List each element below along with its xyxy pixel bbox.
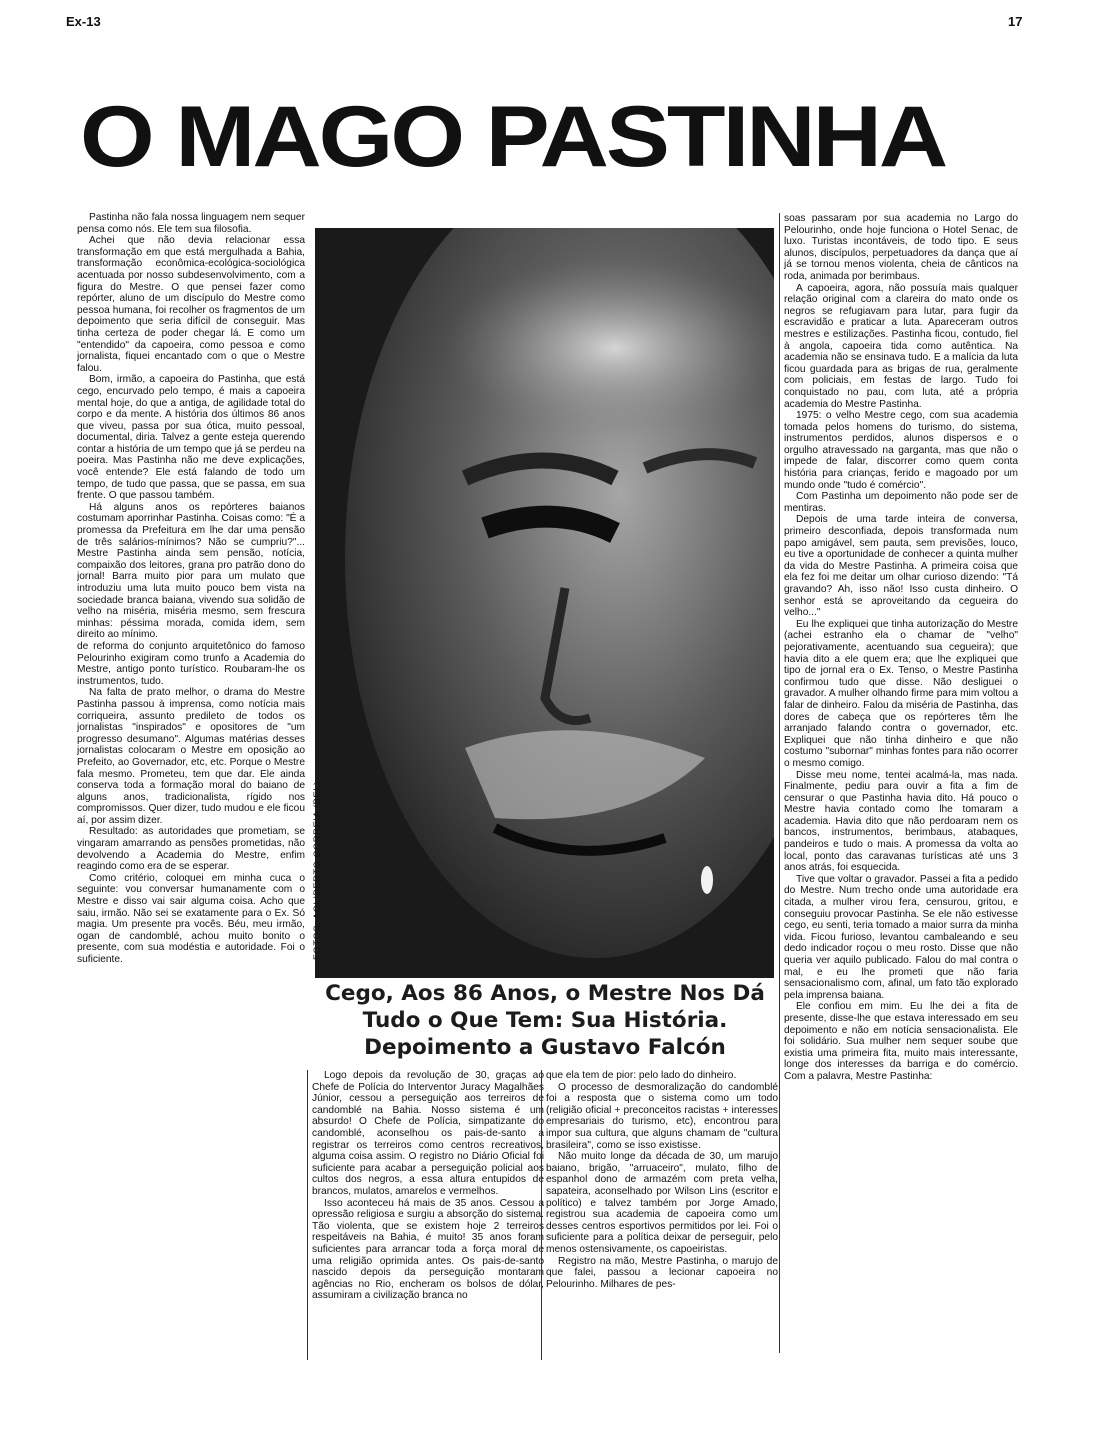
photo-credit: FOTOS: AGLIBERTO CORREIA (BEL) [312,781,323,960]
paragraph: Não muito longe da década de 30, um marujo baiano, brigão, "arruaceiro", mulato, filho de espanhol dono de armazém com preta velha, sapateira, aconselhado por Wilson Lins (escritor e político) e talvez também por Jorge Amado, registrou sua academia de capoeira como um desses centros esportivos permitidos por lei. Foi o suficiente para a política deixar de perseguir, pelo menos ostensivamente, os capoeiristas. [546,1151,778,1255]
portrait-photo [315,228,774,978]
paragraph: A capoeira, agora, não possuía mais qualquer relação original com a clareira do mato onde os negros se refugiavam para lutar, para fugir da escravidão e praticar a luta. Apareceram outros mestres e estilizações. Pastinha ficou, contudo, fiel à angola, capoeira tida como autêntica. Na academia não se ensinava tudo. E a malícia da luta ficou guardada para as brigas de rua, geralmente com policiais, em festas de largo. Tudo foi conquistado no pau, com luta, até a própria academia do Mestre Pastinha. [784,282,1018,410]
paragraph: soas passaram por sua academia no Largo do Pelourinho, onde hoje funciona o Hotel Senac, de luxo. Turistas incontáveis, de todo tipo. E seus alunos, discípulos, perpetuadores da dança que aí já se tornou menos violenta, cheia de cânticos na roda, animada por berimbaus. [784,213,1018,282]
page-section-label: Ex-13 [66,14,101,29]
article-title: O MAGO PASTINHA [80,88,946,185]
page-number: 17 [1008,14,1023,29]
paragraph: Tive que voltar o gravador. Passei a fita a pedido do Mestre. Num trecho onde uma autoridade era citada, a mulher virou fera, censurou, gritou, e conseguiu provocar Pastinha. Se ele não estivesse cego, eu senti, teria tomado a maior surra da minha vida. Ficou furioso, levantou cambaleando e seu dedo indicador roçou o meu rosto. Disse que não queria ver aquilo publicado. Falou do mal contra o mal, e eu lhe prometi que não faria sensacionalismo com, afinal, um fato tão explorado pela imprensa baiana. [784,873,1018,1001]
paragraph: de reforma do conjunto arquitetônico do famoso Pelourinho exigiram como trunfo a Academia do Mestre, antigo ponto turístico. Roubaram-lhe os instrumentos, tudo. [77,640,305,687]
paragraph: Isso aconteceu há mais de 35 anos. Cessou a opressão religiosa e surgiu a absorção do sistema. Tão violenta, que se existem hoje 2 terreiros respeitáveis na Bahia, é muito! 35 anos foram suficientes para arrancar toda a força moral de uma religião oprimida antes. Os pais-de-santo nascido depois da perseguição montaram agências no Rio, encheram os bolsos de dólar, assumiram a civilização branca no [312,1197,544,1302]
paragraph: Ele confiou em mim. Eu lhe dei a fita de presente, disse-lhe que estava interessado em seu depoimento e não em notícia sensacionalista. Ele foi solidário. Sua mulher nem sequer soube que existia uma primeira fita, muito mais interessante, longe dos interesses da barriga e do comércio. Com a palavra, Mestre Pastinha: [784,1001,1018,1082]
photo-caption: Cego, Aos 86 Anos, o Mestre Nos Dá Tudo o Que Tem: Sua História. Depoimento a Gustavo Falcón [325,981,765,1060]
paragraph: Achei que não devia relacionar essa transformação em que está mergulhada a Bahia, transformação econômica-ecológica-sociológica acentuada por nosso subdesenvolvimento, com a figura do Mestre. O que pensei fazer como repórter, aluno de um discípulo do Mestre como pessoa humana, foi recolher os fragmentos de um depoimento que seria difícil de conseguir. Mas tinha certeza de poder chegar lá. E como um "entendido" da capoeira, como pessoa e como jornalista, fiquei encantado com o que o Mestre falou. [77,235,305,374]
paragraph: 1975: o velho Mestre cego, com sua academia tomada pelos homens do turismo, do sistema, instrumentos perdidos, alunos dispersos e o orgulho atravessado na garganta, mas que não o impede de falar, discorrer como quem conta história para crianças, ferido e magoado por um mundo onde "tudo é comércio". [784,410,1018,491]
article-column-2 [307,1070,544,1360]
paragraph: Depois de uma tarde inteira de conversa, primeiro desconfiada, depois transformada num papo amigável, sem pauta, sem previsões, louco, eu tive a oportunidade de conhecer a quinta mulher da vida do Mestre Pastinha. A primeira coisa que ela fez foi me deitar um olhar curioso dizendo: "Tá gravando? Ah, isso não! Isso custa dinheiro. O senhor está se aproveitando da cegueira do velho..." [784,514,1018,619]
article-column-3 [541,1070,778,1360]
paragraph: Disse meu nome, tentei acalmá-la, mas nada. Finalmente, pediu para ouvir a fita a fim de censurar o que Pastinha havia dito. Há pouco o Mestre havia contado como lhe tomaram a academia. Havia dito que não perdoaram nem os bancos, instrumentos, berimbaus, atabaques, pandeiros e tudo o mais. A promessa da volta ao local, ponto das caravanas turísticas até uns 3 anos atrás, foi esquecida. [784,769,1018,874]
paragraph: Registro na mão, Mestre Pastinha, o marujo de que falei, passou a lecionar capoeira no Pelourinho. Milhares de pes- [546,1255,778,1290]
paragraph: que ela tem de pior: pelo lado do dinheiro. [546,1070,737,1081]
paragraph: Com Pastinha um depoimento não pode ser de mentiras. [784,491,1018,514]
paragraph: Eu lhe expliquei que tinha autorização do Mestre (achei estranho ela o chamar de "velho" pejorativamente, acentuando sua cegueira); que havia dito a ele quem era; que lhe expliquei que tipo de jornal era o Ex. Tenso, o Mestre Pastinha confirmou tudo que disse. Não desliguei o gravador. A mulher olhando firme para mim voltou a falar de dinheiro. Falou da miséria de Pastinha, das dores de cabeça que os repórteres têm lhe arranjado falando contra o governador, etc. Expliquei que não tinha dinheiro e que não costumo "subornar" minhas fontes para não ocorrer o mesmo comigo. [784,618,1018,769]
paragraph: Logo depois da revolução de 30, graças ao Chefe de Polícia do Interventor Juracy Magalhães Júnior, cessou a perseguição aos terreiros de candomblé na Bahia. Nosso sistema é um absurdo! O Chefe de Polícia, simpatizante do candomblé, aconselhou os pais-de-santo a registrar os terreiros como centros recreativos, alguma coisa assim. O registro no Diário Oficial foi suficiente para acabar a perseguição policial aos cultos dos negros, a essa altura entupidos de brancos, mulatos, amarelos e vermelhos. [312,1070,544,1197]
paragraph: Pastinha não fala nossa linguagem nem sequer pensa como nós. Ele tem sua filosofia. [77,212,305,235]
paragraph: Resultado: as autoridades que prometiam, se vingaram amarrando as pensões prometidas, não devolvendo a Academia do Mestre, enfim reagindo como era de se esperar. [77,826,305,873]
paragraph: Na falta de prato melhor, o drama do Mestre Pastinha passou à imprensa, como notícia mais corriqueira, assunto predileto de todos os jornalistas "inspirados" e opositores de "um progresso desumano". Algumas matérias desses jornalistas colocaram o Mestre em oposição ao Prefeito, ao Governador, etc, etc. Porque o Mestre fala mesmo. Prometeu, tem que dar. Ele ainda conserva toda a formação moral do baiano de alguns anos, tradicionalista, rígido nos compromissos. Quer dizer, tudo mudou e ele ficou aí, por assim dizer. [77,687,305,826]
paragraph: O processo de desmoralização do candomblé foi a resposta que o sistema como um todo (religião oficial + preconceitos racistas + interesses empresariais do turismo, etc), encontrou para impor sua cultura, que alguns chamam de "cultura brasileira", como se isso existisse. [546,1081,778,1151]
article-column-4 [779,213,1018,1353]
paragraph: Há alguns anos os repórteres baianos costumam aporrinhar Pastinha. Coisas como: "É a promessa da Prefeitura em lhe dar uma pensão de três salários-mínimos? Não se cumpriu?"... Mestre Pastinha ainda sem pensão, notícia, compaixão dos leitores, grana pro patrão dono do jornal! Barra muito pior para um mulato que introduziu uma luta muito pouco bem vista na sociedade branca baiana, vivendo sua solidão de velho na miséria, miséria mesmo, sem frescura minhas: péssima morada, comida idem, sem direito ao mínimo. [77,501,305,641]
article-column-1 [77,212,305,1162]
paragraph: Bom, irmão, a capoeira do Pastinha, que está cego, encurvado pelo tempo, é mais a capoeira mental hoje, do que a antiga, de agilidade total do corpo e da mente. A história dos últimos 86 anos que viveu, passa por sua ótica, muito pessoal, documental, diria. Talvez a gente esteja querendo contar a história de um tempo que já se perdeu na poeira. Mas Pastinha não me deve explicações, você entende? Ele está falando de todo um tempo, de tudo que passa, que se passa, em sua frente. O que passou também. [77,374,305,502]
paragraph: Como critério, coloquei em minha cuca o seguinte: vou conversar humanamente com o Mestre e disso vai sair alguma coisa. Acho que saiu, irmão. Não sei se exatamente para o Ex. Só magia. Um presente pra vocês. Béu, meu irmão, ogan de candomblé, achou muito bonito o presente, com sua modéstia e autoridade. Foi o suficiente. [77,872,305,965]
